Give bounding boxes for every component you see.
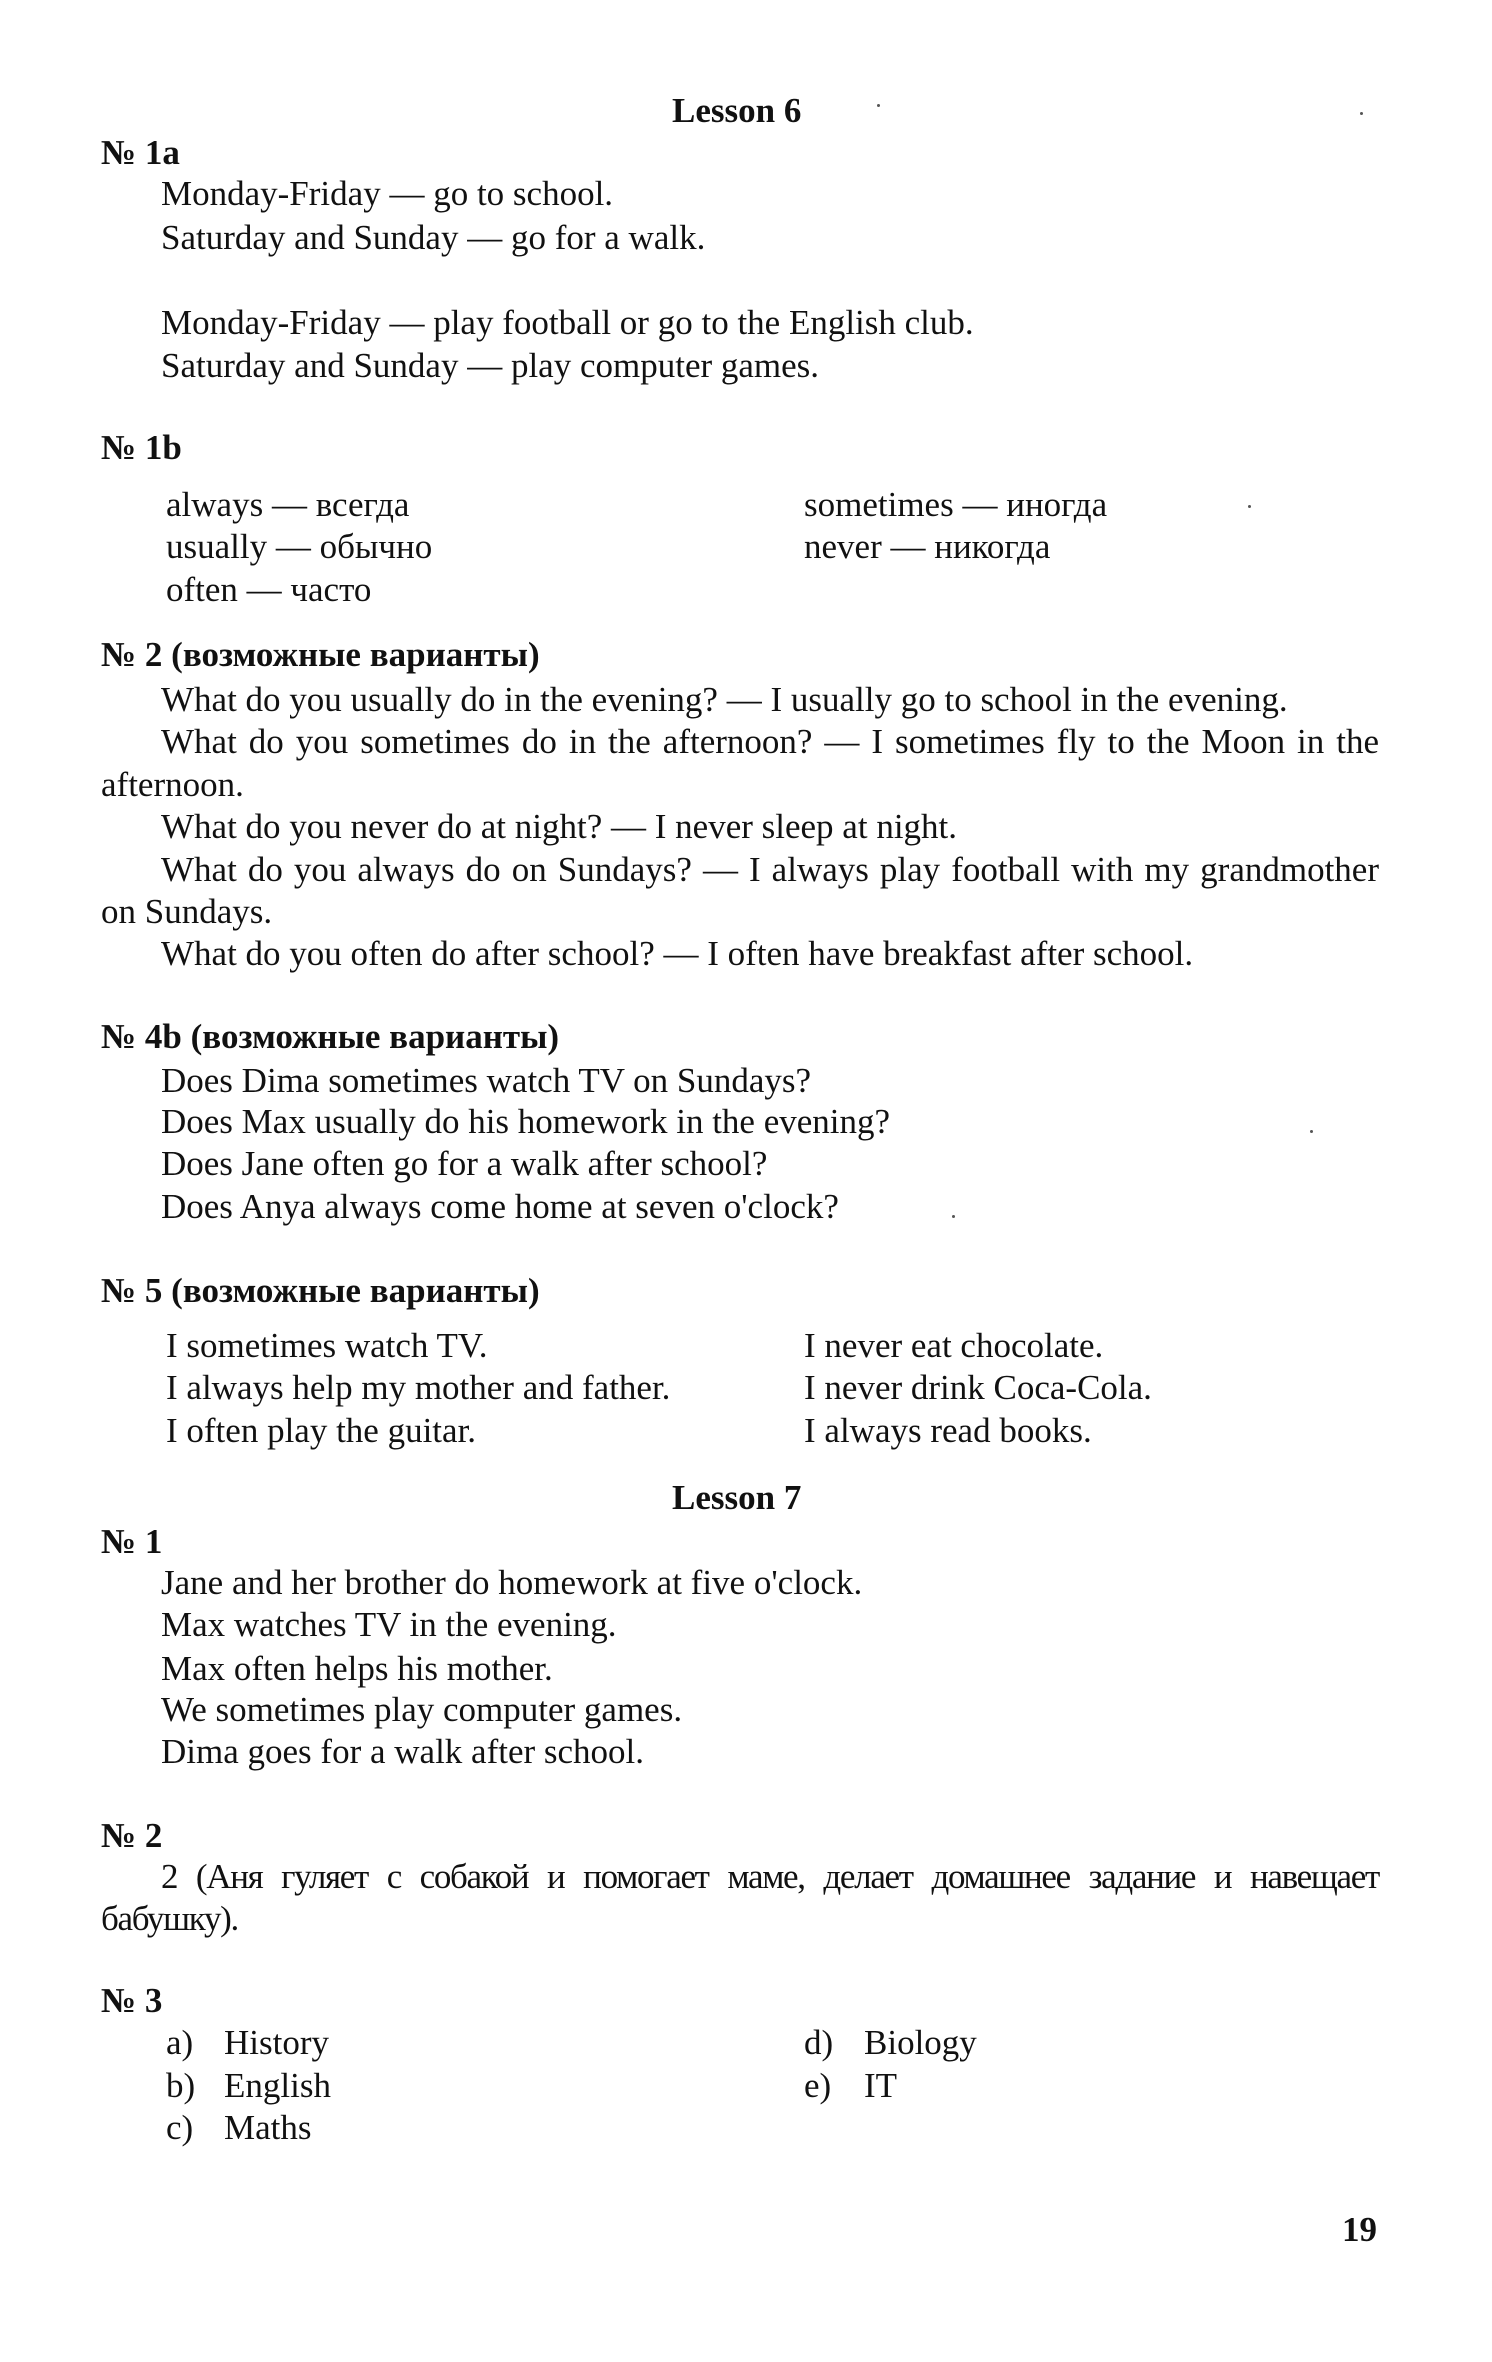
l7-ex-2-heading: № 2	[101, 1816, 163, 1855]
text-line: I never eat chocolate.	[804, 1326, 1104, 1365]
ex-4b-heading: № 4b (возможные варианты)	[101, 1017, 560, 1056]
l7-ex-2-answer	[101, 1856, 1379, 1941]
text-line: Does Anya always come home at seven o'clock?	[161, 1187, 839, 1226]
text-line: Max often helps his mother.	[161, 1649, 553, 1688]
text-line: I always read books.	[804, 1411, 1092, 1450]
text-line: I sometimes watch TV.	[166, 1326, 488, 1365]
text-line: Max watches TV in the evening.	[161, 1605, 617, 1644]
text-line: Monday-Friday — go to school.	[161, 174, 614, 213]
scan-speck	[1248, 505, 1251, 508]
list-item: IT	[864, 2066, 898, 2105]
scan-speck	[1310, 1130, 1313, 1133]
answer-paragraph: 2 (Аня гуляет с собакой и помогает маме, делает домашнее задание и навещает бабушку).	[101, 1857, 1379, 1939]
list-item: English	[224, 2066, 331, 2105]
scan-speck	[952, 1215, 955, 1218]
l7-ex-3-heading: № 3	[101, 1981, 163, 2020]
page-number: 19	[1342, 2210, 1377, 2249]
answer-paragraph: What do you often do after school? — I often have breakfast after school.	[161, 934, 1194, 974]
text-line: I often play the guitar.	[166, 1411, 477, 1450]
text-line: Saturday and Sunday — play computer games.	[161, 346, 820, 385]
l7-ex-1-heading: № 1	[101, 1522, 163, 1561]
vocab-item: often — часто	[166, 570, 372, 609]
ex-2-heading: № 2 (возможные варианты)	[101, 635, 540, 674]
list-letter: d)	[804, 2023, 834, 2062]
list-letter: e)	[804, 2066, 832, 2105]
text-line: Does Jane often go for a walk after school?	[161, 1144, 768, 1183]
scan-speck	[877, 104, 880, 107]
ex-5-heading: № 5 (возможные варианты)	[101, 1271, 540, 1310]
text-line: Saturday and Sunday — go for a walk.	[161, 218, 706, 257]
answer-paragraph: What do you sometimes do in the afternoon? — I sometimes fly to the Moon in the afternoon.	[101, 722, 1379, 804]
text-line: Jane and her brother do homework at five o'clock.	[161, 1563, 863, 1602]
scan-speck	[1360, 112, 1363, 115]
ex-1a-heading: № 1a	[101, 133, 180, 172]
ex-1b-heading: № 1b	[101, 428, 182, 467]
list-item: Maths	[224, 2108, 312, 2147]
text-line: I never drink Coca-Cola.	[804, 1368, 1152, 1407]
text-line: We sometimes play computer games.	[161, 1690, 683, 1729]
ex-2-answers	[101, 679, 1379, 976]
vocab-item: never — никогда	[804, 527, 1051, 566]
answer-paragraph: What do you never do at night? — I never sleep at night.	[161, 807, 958, 847]
list-letter: c)	[166, 2108, 194, 2147]
text-line: Does Max usually do his homework in the evening?	[161, 1102, 891, 1141]
text-line: Does Dima sometimes watch TV on Sundays?	[161, 1061, 812, 1100]
text-line: I always help my mother and father.	[166, 1368, 671, 1407]
list-item: History	[224, 2023, 329, 2062]
list-item: Biology	[864, 2023, 977, 2062]
answer-paragraph: What do you always do on Sundays? — I always play football with my grandmother on Sundays.	[101, 849, 1379, 932]
text-line: Dima goes for a walk after school.	[161, 1732, 645, 1771]
answer-paragraph: What do you usually do in the evening? — I usually go to school in the evening.	[161, 680, 1288, 719]
vocab-item: sometimes — иногда	[804, 485, 1108, 524]
lesson-7-title: Lesson 7	[672, 1478, 802, 1517]
list-letter: a)	[166, 2023, 194, 2062]
vocab-item: usually — обычно	[166, 527, 433, 566]
list-letter: b)	[166, 2066, 196, 2105]
lesson-6-title: Lesson 6	[672, 91, 802, 130]
text-line: Monday-Friday — play football or go to the English club.	[161, 303, 974, 342]
vocab-item: always — всегда	[166, 485, 410, 524]
